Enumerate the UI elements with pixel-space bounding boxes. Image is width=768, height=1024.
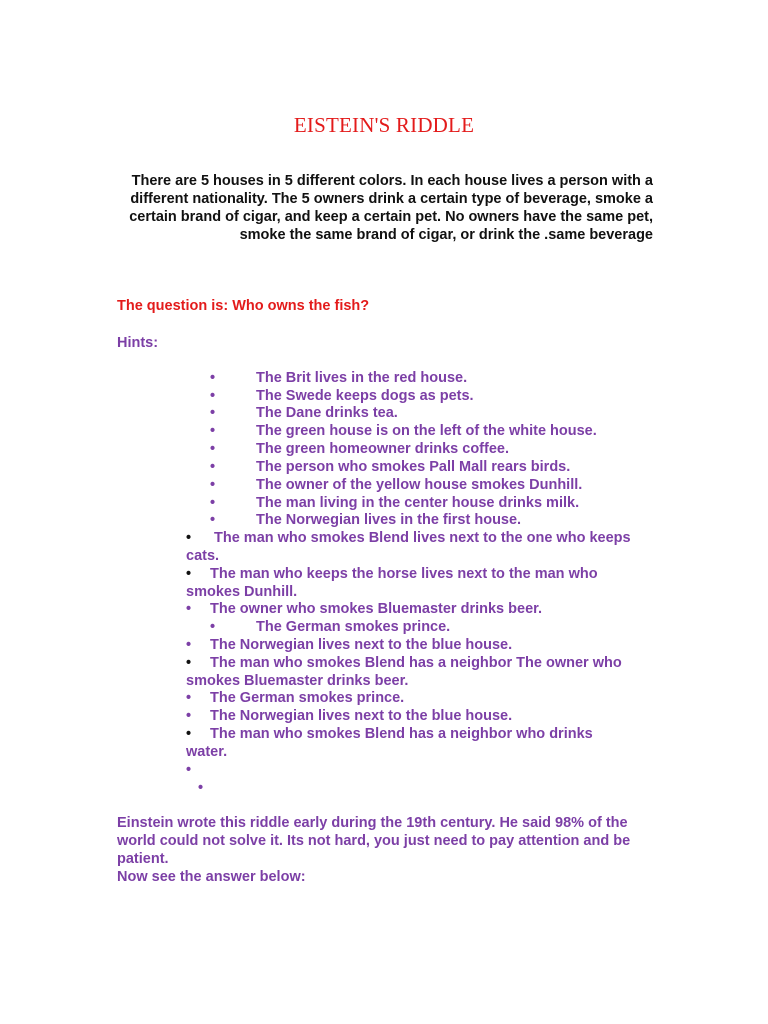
list-item: • The man who smokes Blend has a neighbor The owner who smokes Bluemaster drinks beer. bbox=[186, 655, 622, 689]
bullet-icon: • bbox=[210, 477, 216, 493]
bullet-icon: • bbox=[186, 530, 192, 546]
bullet-icon: • bbox=[186, 690, 192, 706]
answer-prompt: Now see the answer below: bbox=[117, 869, 306, 885]
bullet-icon: • bbox=[210, 512, 216, 528]
empty-bullet-icon: • bbox=[186, 762, 192, 778]
question-heading: The question is: Who owns the fish? bbox=[117, 298, 370, 314]
bullet-icon: • bbox=[210, 459, 216, 475]
list-item: • The man who smokes Blend lives next to the one who keeps cats. bbox=[186, 530, 631, 564]
bullet-icon: • bbox=[210, 441, 216, 457]
list-item: • The man who keeps the horse lives next to the man who smokes Dunhill. bbox=[186, 566, 598, 600]
hints-label: Hints: bbox=[117, 335, 159, 351]
outro-paragraph: Einstein wrote this riddle early during the 19th century. He said 98% of the world could not solve it. Its not hard, you just need to pay attention and be patient. bbox=[117, 815, 631, 867]
list-item: • The Norwegian lives next to the blue house. bbox=[186, 637, 513, 653]
bullet-icon: • bbox=[210, 619, 216, 635]
bullet-icon: • bbox=[210, 388, 216, 404]
list-item: • The German smokes prince. bbox=[186, 690, 405, 706]
bullet-icon: • bbox=[210, 495, 216, 511]
list-item: • The man who smokes Blend has a neighbor who drinks water. bbox=[186, 726, 593, 760]
bullet-icon: • bbox=[186, 726, 192, 742]
list-item: • The owner who smokes Bluemaster drinks beer. bbox=[186, 601, 542, 617]
bullet-icon: • bbox=[186, 708, 192, 724]
page-title: EISTEIN'S RIDDLE bbox=[293, 113, 475, 137]
bullet-icon: • bbox=[210, 405, 216, 421]
bullet-icon: • bbox=[210, 370, 216, 386]
intro-paragraph: There are 5 houses in 5 different colors. In each house lives a person with a different nationality. The 5 owners drink a certain type of beverage, smoke a certain brand of cigar, and keep a certain pet. No owners have the same pet, smoke the same brand of cigar, or drink the .same beverage bbox=[129, 173, 653, 243]
bullet-icon: • bbox=[186, 566, 192, 582]
bullet-icon: • bbox=[186, 637, 192, 653]
bullet-icon: • bbox=[186, 655, 192, 671]
list-item: • The Norwegian lives next to the blue house. bbox=[186, 708, 513, 724]
bullet-icon: • bbox=[210, 423, 216, 439]
empty-bullet-icon: • bbox=[198, 780, 204, 796]
bullet-icon: • bbox=[186, 601, 192, 617]
